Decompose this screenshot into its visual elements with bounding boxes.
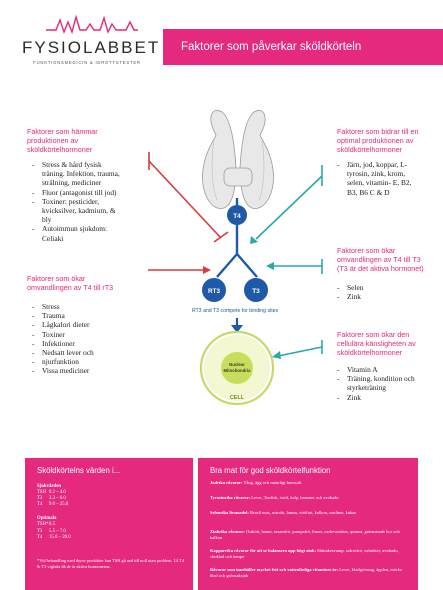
list-item: - Vitamin A xyxy=(337,365,439,374)
logo-name: FYSIOLABBET xyxy=(22,38,161,57)
values-box xyxy=(25,458,193,590)
list-item: - Lågkalori dieter xyxy=(32,320,150,329)
t3-title: Faktorer som ökar omvandlingen av T4 till T3 (T3 är det aktiva hormonet) xyxy=(337,246,424,273)
list-item: - Stress & hård fysisk träning. Infektion, trauma, strålning, mediciner xyxy=(32,160,150,188)
rt3-title: Faktorer som ökar omvandlingen av T4 till rT3 xyxy=(27,274,114,292)
list-item: - Vissa mediciner xyxy=(32,366,150,375)
table-row: T4 9.0 – 25.0 xyxy=(37,502,69,508)
list-item: Råvaror som innehåller mycket fett och vattenlösliga vitaminer är: Lever, bladgrönsag, äpplen, mörka blad och grönsaksjuk xyxy=(210,567,402,578)
cell-label: CELL xyxy=(229,395,245,401)
food-title: Bra mat för god sköldkörtelfunktion xyxy=(210,466,331,475)
page-title: Faktorer som påverkar sköldkörteln xyxy=(163,29,443,65)
group-label: Optimala xyxy=(37,516,57,522)
t4-label: T4 xyxy=(233,213,241,220)
rt3-label: RT3 xyxy=(208,288,220,295)
values-table xyxy=(37,484,71,541)
list-item: Selenrika livsmedel: Brazil nuts, ostrohi, lamm, vitöfiot, kalkon, sardiner, kakao xyxy=(210,510,357,515)
list-item: - Trauma xyxy=(32,311,150,320)
table-row: TSH 0.2 – 4.0 xyxy=(37,490,66,496)
list-item: - Selen xyxy=(337,283,437,292)
list-item: Jodrika råvaror: Tång, ägg och naturligt havssalt xyxy=(210,480,302,485)
production-title: Faktorer som bidrar till en optimal produktionen av sköldkörtelhormoner xyxy=(337,127,419,154)
production-list xyxy=(337,160,437,197)
values-note: *Vid behandling med thyro-produkter kan TSH gå ned till noll utan problem. Lå T4 & T3 viglada då de är aktiva hormonerna. xyxy=(37,558,185,569)
table-row: T3 5.5 – 7.0 xyxy=(37,528,66,534)
inhibit-title: Faktorer som hämmar produktionen av sköldkörtelhormoner xyxy=(27,127,98,154)
list-item: - Infektioner xyxy=(32,339,150,348)
list-item: - Fluor (antagonist till jod) xyxy=(32,188,150,197)
sensitivity-title: Faktorer som ökar den cellulära känsligheten av sköldkörtelhormoner xyxy=(337,330,416,357)
nucleus-label-1: Nuclear xyxy=(229,362,245,367)
thyroid-gland-icon xyxy=(202,110,273,208)
list-item: - Träning, kondition och styrketräning xyxy=(337,374,439,392)
values-title: Sköldkörtelns värden i... xyxy=(37,466,121,475)
cell-arrow xyxy=(272,340,322,359)
table-row: TSH* 0.5 xyxy=(37,522,55,528)
list-item: - Nedsatt lever och xyxy=(32,348,150,357)
nucleus-label-2: Mitochondria xyxy=(223,368,251,373)
list-item: - Zink xyxy=(337,292,437,301)
t3-arrow xyxy=(266,259,322,274)
list-item: - Zink xyxy=(337,393,439,402)
list-item: - Stress xyxy=(32,302,150,311)
list-item: - Toxiner: pesticider, kvicksilver, kadmium, & bly xyxy=(32,197,150,225)
list-item: Zinkrika råvaror: Ostkött, lamm, sesamfrö, pumpafrö, linser, cashewnötter, quinoa, gräsmatade kor och kalkon xyxy=(210,529,400,540)
list-item: Kopparrika råvaror för att se balansera upp högt zink: Shiitakesvamp, solrosfrö, valnötter, avokado, choklad och tempe. xyxy=(210,548,399,559)
logo-tagline: FUNKTIONSMEDICIN & IDROTTSTESTER xyxy=(33,60,141,65)
list-item: - Autoimmun sjukdom: Celiaki xyxy=(32,224,150,242)
rt3-arrow xyxy=(148,266,211,274)
table-row: T4 15.0 – 20.0 xyxy=(37,534,71,540)
inhibit-list xyxy=(32,160,150,243)
group-label: Sjukvården xyxy=(37,484,61,489)
sensitivity-list xyxy=(337,365,439,402)
list-item: Tyrosinrika råvaror: Lever, Tonfisk, tonfi, kalp, bananer och avokado xyxy=(210,495,339,500)
food-box xyxy=(198,458,418,590)
t3-label: T3 xyxy=(252,288,260,295)
list-item: - Toxiner xyxy=(32,330,150,339)
compete-caption: RT3 and T3 compete for binding sites xyxy=(191,308,279,314)
rt3-list xyxy=(32,302,150,376)
t3-list xyxy=(337,283,437,301)
list-item: - njurfunktion xyxy=(32,357,150,366)
list-item: - Järn, jod, koppar, L- tyrosin, zink, krom, selen, vitamin- E, B2, B3, B6 C & D xyxy=(337,160,437,197)
table-row: T3 3.3 – 6.0 xyxy=(37,496,66,502)
